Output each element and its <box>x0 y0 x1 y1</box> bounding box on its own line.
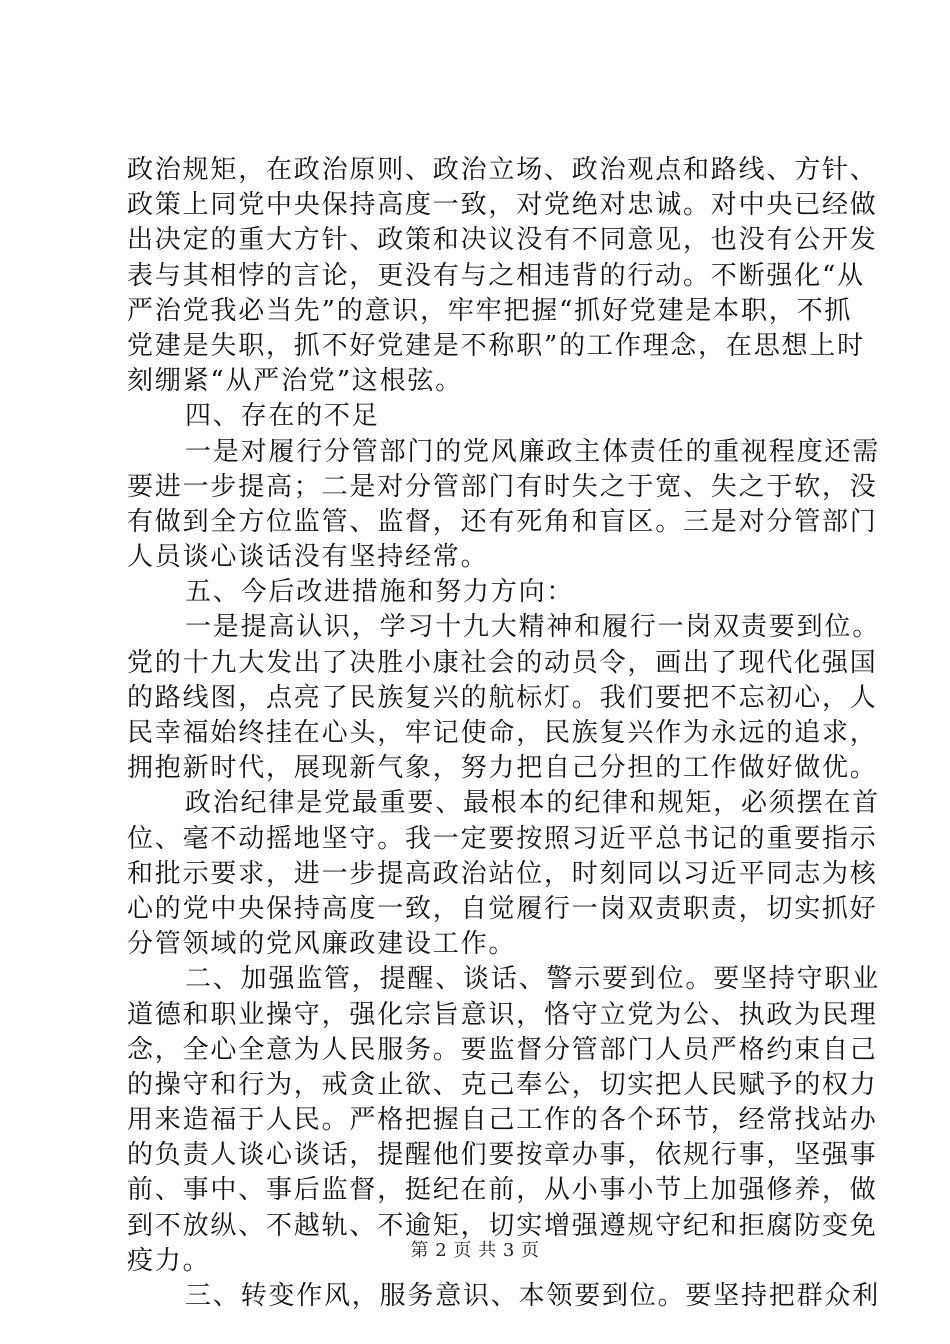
page-footer: 第 2 页 共 3 页 <box>410 1240 540 1261</box>
text-line: 党建是失职，抓不好党建是不称职”的工作理念，在思想上时 <box>127 330 865 361</box>
text-line: 严治党我必当先”的意识，牢牢把握“抓好党建是本职，不抓 <box>127 295 853 326</box>
text-line: 心的党中央保持高度一致，自觉履行一岗双责职责，切实抓好 <box>127 893 878 924</box>
text-line: 前、事中、事后监督，挺纪在前，从小事小节上加强修养，做 <box>127 1175 878 1206</box>
text-line: 刻绷紧“从严治党”这根弦。 <box>127 366 463 397</box>
text-line: 有做到全方位监管、监督，还有死角和盲区。三是对分管部门 <box>127 506 878 537</box>
text-line: 政治规矩，在政治原则、政治立场、政治观点和路线、方针、 <box>127 155 878 185</box>
text-line: 四、存在的不足 <box>185 401 380 432</box>
text-line: 的路线图，点亮了民族复兴的航标灯。我们要把不忘初心，人 <box>127 682 878 713</box>
text-line: 民幸福始终挂在心头，牢记使命，民族复兴作为永远的追求， <box>127 718 878 748</box>
text-line: 拥抱新时代，展现新气象，努力把自己分担的工作做好做优。 <box>127 753 878 784</box>
text-line: 政治纪律是党最重要、最根本的纪律和规矩，必须摆在首 <box>185 788 881 819</box>
text-line: 党的十九大发出了决胜小康社会的动员令，画出了现代化强国 <box>127 647 878 678</box>
text-line: 疫力。 <box>127 1245 211 1276</box>
text-line: 道德和职业操守，强化宗旨意识，恪守立党为公、执政为民理 <box>127 999 878 1030</box>
text-line: 政策上同党中央保持高度一致，对党绝对忠诚。对中央已经做 <box>127 190 878 221</box>
text-line: 和批示要求，进一步提高政治站位，时刻同以习近平同志为核 <box>127 858 878 889</box>
text-line: 分管领域的党风廉政建设工作。 <box>127 929 517 960</box>
document-body <box>127 153 881 1314</box>
text-line: 人员谈心谈话没有坚持经常。 <box>127 542 489 573</box>
text-line: 念，全心全意为人民服务。要监督分管部门人员严格约束自己 <box>127 1034 878 1065</box>
text-line: 一是提高认识，学习十九大精神和履行一岗双责要到位。 <box>185 612 881 643</box>
text-line: 三、转变作风，服务意识、本领要到位。要坚持把群众利 <box>185 1281 881 1311</box>
text-line: 的操守和行为，戒贪止欲、克己奉公，切实把人民赋予的权力 <box>127 1069 878 1100</box>
text-line: 一是对履行分管部门的党风廉政主体责任的重视程度还需 <box>185 436 881 467</box>
text-line: 要进一步提高；二是对分管部门有时失之于宽、失之于软，没 <box>127 471 878 502</box>
text-line: 出决定的重大方针、政策和决议没有不同意见，也没有公开发 <box>127 225 878 256</box>
text-line: 的负责人谈心谈话，提醒他们要按章办事，依规行事，坚强事 <box>127 1140 878 1171</box>
text-line: 到不放纵、不越轨、不逾矩，切实增强遵规守纪和拒腐防变免 <box>127 1210 878 1241</box>
text-line: 五、今后改进措施和努力方向： <box>185 577 575 608</box>
text-line: 表与其相悖的言论，更没有与之相违背的行动。不断强化“从 <box>127 260 865 291</box>
text-line: 用来造福于人民。严格把握自己工作的各个环节，经常找站办 <box>127 1105 878 1136</box>
text-line: 二、加强监管，提醒、谈话、警示要到位。要坚持守职业 <box>185 964 881 995</box>
text-line: 位、毫不动摇地坚守。我一定要按照习近平总书记的重要指示 <box>127 823 878 854</box>
